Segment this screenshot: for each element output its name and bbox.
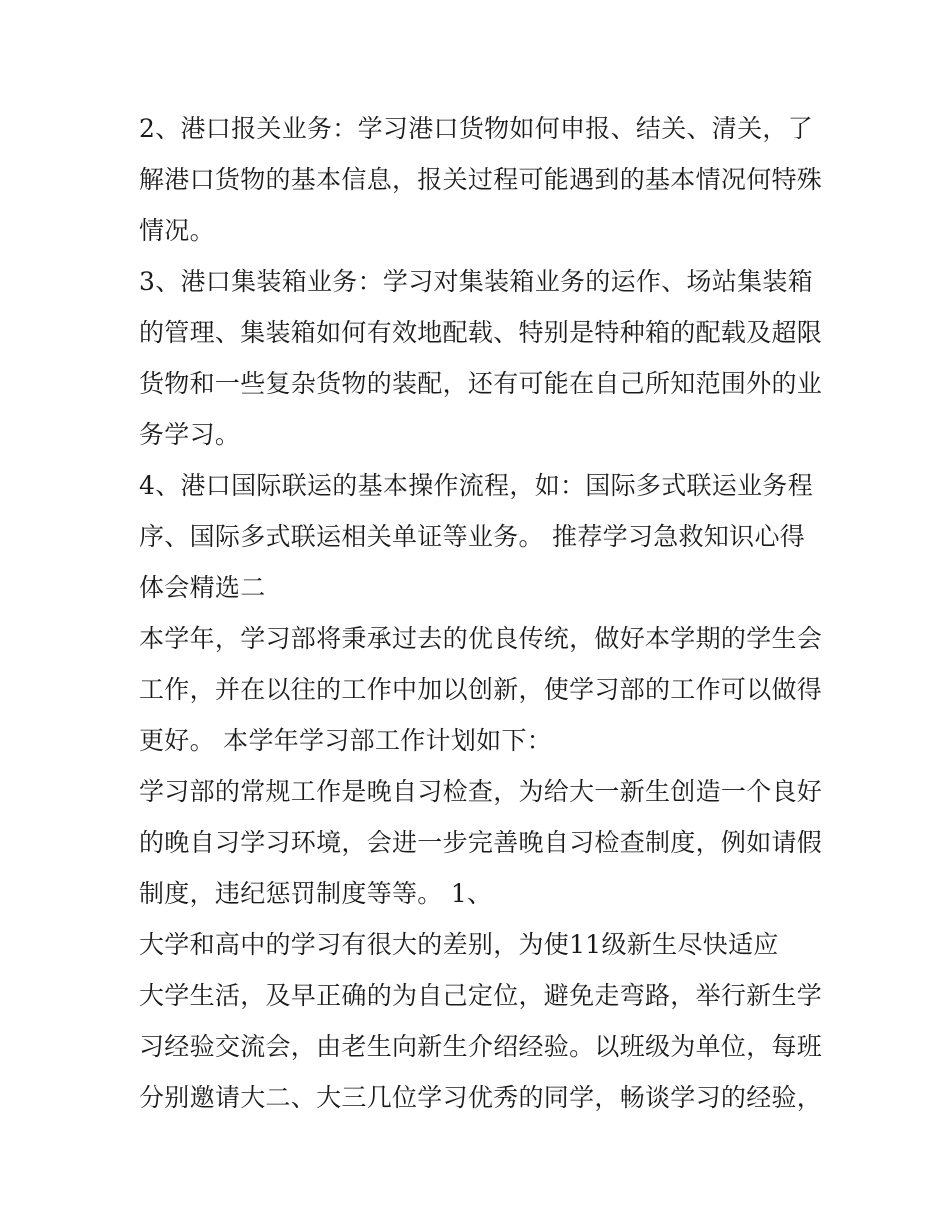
text-line: 解港口货物的基本信息，报关过程可能遇到的基本情况何特殊 <box>139 165 823 194</box>
text-line: 习经验交流会，由老生向新生介绍经验。以班级为单位，每班 <box>139 1032 823 1061</box>
text-line: 工作，并在以往的工作中加以创新，使学习部的工作可以做得 <box>139 675 823 704</box>
text-line: 务学习。 <box>139 420 241 449</box>
text-line: 3、港口集装箱业务：学习对集装箱业务的运作、场站集装箱 <box>139 267 814 296</box>
text-line: 大学和高中的学习有很大的差别，为使11级新生尽快适应 <box>139 930 779 959</box>
text-line: 的管理、集装箱如何有效地配载、特别是特种箱的配载及超限 <box>139 318 823 347</box>
text-line: 体会精选二 <box>139 573 266 602</box>
text-line: 本学年，学习部将秉承过去的优良传统，做好本学期的学生会 <box>139 624 823 653</box>
text-line: 分别邀请大二、大三几位学习优秀的同学，畅谈学习的经验， <box>139 1083 823 1112</box>
text-line: 情况。 <box>139 216 215 245</box>
document-body <box>139 103 829 1123</box>
text-line: 货物和一些复杂货物的装配，还有可能在自己所知范围外的业 <box>139 369 823 398</box>
text-line: 大学生活，及早正确的为自己定位，避免走弯路，举行新生学 <box>139 981 823 1010</box>
text-line: 序、国际多式联运相关单证等业务。 推荐学习急救知识心得 <box>139 522 806 551</box>
text-line: 2、港口报关业务：学习港口货物如何申报、结关、清关，了 <box>139 114 814 143</box>
text-line: 更好。 本学年学习部工作计划如下： <box>139 726 553 755</box>
text-line: 学习部的常规工作是晚自习检查，为给大一新生创造一个良好 <box>139 777 823 806</box>
text-line: 制度，违纪惩罚制度等等。 1、 <box>139 879 493 908</box>
text-line: 的晚自习学习环境，会进一步完善晚自习检查制度，例如请假 <box>139 828 823 857</box>
text-line: 4、港口国际联运的基本操作流程，如：国际多式联运业务程 <box>139 471 814 500</box>
